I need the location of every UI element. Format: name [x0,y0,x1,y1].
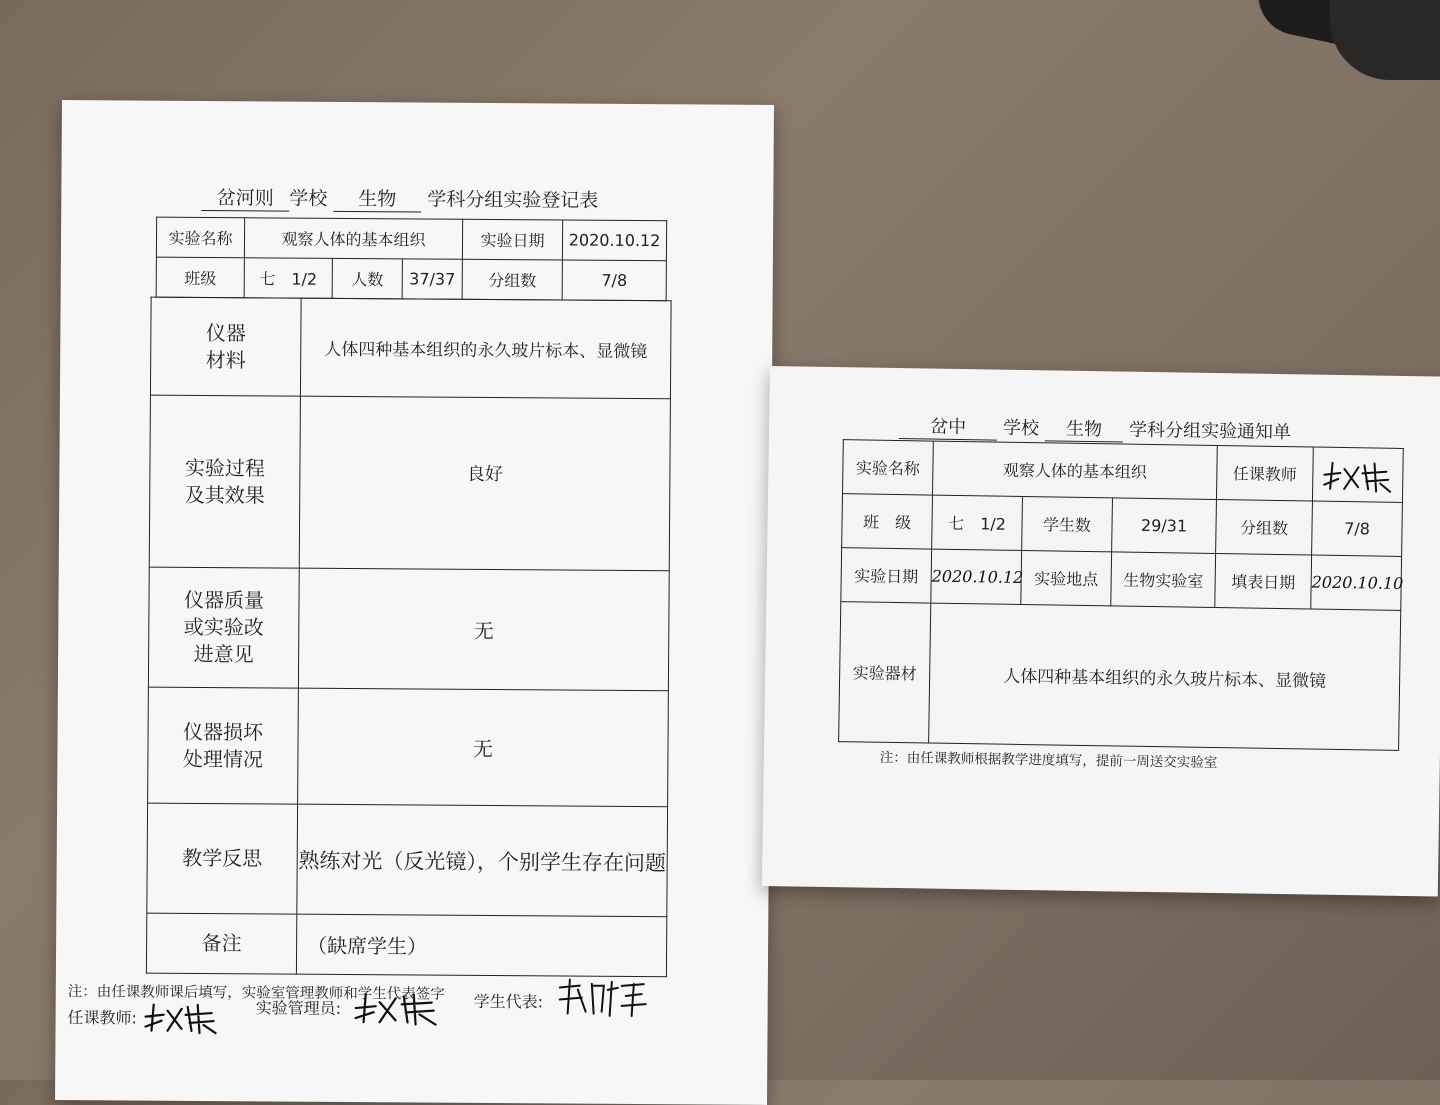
form1-table-body [146,297,672,978]
form2-school: 岔中 [899,412,997,441]
form1-student-signature [556,975,652,1018]
form2-date-label: 实验日期 [841,548,932,603]
form2-students-label: 学生数 [1022,496,1113,551]
form2-table [838,439,1404,751]
form1-date-value: 2020.10.12 [562,220,666,261]
form1-reflection-label: 教学反思 [147,803,298,914]
admin-signature-icon [352,986,442,1027]
form2-place-label: 实验地点 [1021,550,1112,605]
form1-row-quality [148,567,669,691]
form1-row-remark [146,913,666,977]
form2-note: 注：由任课教师根据教学进度填写，提前一周送交实验室 [879,749,1218,772]
form1-process-label: 实验过程 及其效果 [149,395,300,568]
form2-students-value: 29/31 [1112,498,1217,554]
form2-equipment-value: 人体四种基本组织的永久玻片标本、显微镜 [929,603,1401,750]
form1-equipment-label: 仪器 材料 [150,297,301,396]
form2-title-suffix: 学科分组实验通知单 [1128,419,1292,444]
form2-teacher-value [1312,447,1403,502]
form2-row-date [841,548,1402,611]
form1-title-suffix: 学科分组实验登记表 [427,188,599,212]
form2-date-value: 2020.10.12 [931,549,1022,604]
form1-people-value: 37/37 [402,259,462,299]
form1-teacher-label: 任课教师: [67,1008,138,1028]
form1-remark-label: 备注 [146,913,296,974]
form1-note: 注：由任课教师课后填写，实验室管理教师和学生代表签字 [67,984,445,1003]
form2-name-label: 实验名称 [843,440,934,495]
form2-subject: 生物 [1045,414,1123,442]
form2-row-equipment [839,602,1401,751]
form1-school: 岔河则 [201,183,289,212]
form2-name-value: 观察人体的基本组织 [932,441,1217,499]
form2-fill-value: 2020.10.10 [1311,555,1402,610]
form2-school-suffix: 学校 [1002,417,1040,440]
form1-date-label: 实验日期 [462,219,562,260]
form1-name-label: 实验名称 [156,217,244,258]
form2-groups-label: 分组数 [1216,500,1313,556]
form2-equipment-label: 实验器材 [839,602,931,743]
form1-table [156,217,668,302]
form2-row-name [843,440,1404,503]
teacher-value-signature-icon [1320,456,1397,493]
form1-name-value: 观察人体的基本组织 [244,218,462,260]
form1-class-label: 班级 [156,257,244,298]
form1-teacher-signature [141,997,221,1036]
form1-student-label: 学生代表: [473,991,544,1012]
form1-class-value: 七 1/2 [244,258,332,299]
form1-admin-signature [352,986,442,1027]
form1-damage-label: 仪器损坏 处理情况 [148,687,299,804]
form1-subject: 生物 [333,184,421,213]
form1-title [201,183,598,214]
form1-reflection-value: 熟练对光（反光镜），个别学生存在问题 [297,804,668,917]
form1-row-class [156,257,666,301]
student-signature-icon [556,975,652,1018]
form1-remark-value: （缺席学生） [296,914,666,977]
form2-row-class [842,494,1403,557]
form2-class-label: 班 级 [842,494,933,549]
form1-damage-value: 无 [298,688,669,807]
form1-groups-value: 7/8 [562,260,666,301]
form1-quality-label: 仪器质量 或实验改 进意见 [148,567,299,688]
teacher-signature-icon [141,997,221,1036]
form1-groups-label: 分组数 [462,259,562,300]
registration-form-sheet [55,100,774,1105]
form1-row-name [156,217,666,261]
form1-equipment-value: 人体四种基本组织的永久玻片标本、显微镜 [300,298,671,399]
form1-process-value: 良好 [299,396,670,571]
form2-class-value: 七 1/2 [932,495,1023,550]
form1-row-reflection [147,803,668,917]
form2-teacher-label: 任课教师 [1216,446,1313,502]
form1-people-label: 人数 [332,258,402,298]
form1-admin-label: 实验管理员: [255,998,342,1018]
notice-form-sheet [762,366,1440,897]
form2-groups-value: 7/8 [1312,501,1403,556]
form1-row-process [149,395,670,571]
desk-object-corner [1330,0,1440,80]
form1-quality-value: 无 [298,568,669,691]
form1-school-suffix: 学校 [289,187,328,210]
form2-place-value: 生物实验室 [1111,552,1216,608]
form1-row-equipment [150,297,671,399]
form2-fill-label: 填表日期 [1215,554,1312,610]
form1-row-damage [148,687,669,807]
